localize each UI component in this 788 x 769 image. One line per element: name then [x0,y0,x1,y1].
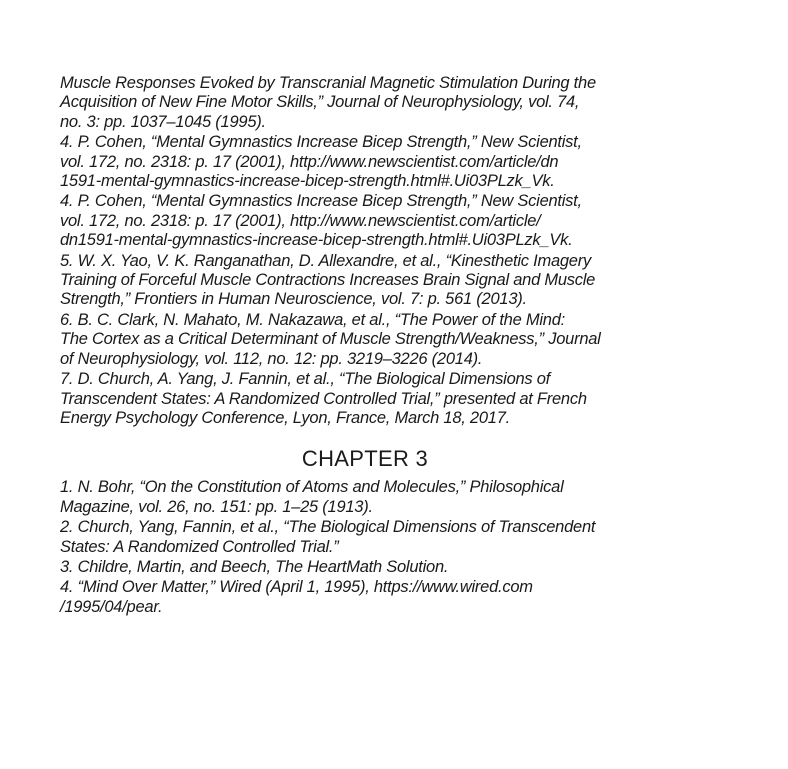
reference-line: 4. “Mind Over Matter,” Wired (April 1, 1995), https://www.wired.com [60,578,533,597]
reference-line: 4. P. Cohen, “Mental Gymnastics Increase Bicep Strength,” New Scientist, [60,133,582,152]
reference-line: of Neurophysiology, vol. 112, no. 12: pp. 3219–3226 (2014). [60,349,483,368]
notes-page [60,74,670,617]
reference-line: dn1591-mental-gymnastics-increase-bicep-strength.html#.Ui03PLzk_Vk. [60,231,573,250]
reference-line: vol. 172, no. 2318: p. 17 (2001), http://www.newscientist.com/article/dn [60,152,559,171]
reference-line: States: A Randomized Controlled Trial.” [60,537,339,556]
reference-line: 1591-mental-gymnastics-increase-bicep-strength.html#.Ui03PLzk_Vk. [60,172,555,191]
reference-line: 4. P. Cohen, “Mental Gymnastics Increase Bicep Strength,” New Scientist, [60,192,582,211]
reference-line: 5. W. X. Yao, V. K. Ranganathan, D. Allexandre, et al., “Kinesthetic Imagery [60,251,591,270]
reference-entry [60,578,670,617]
reference-line: no. 3: pp. 1037–1045 (1995). [60,112,266,131]
reference-line: Magazine, vol. 26, no. 151: pp. 1–25 (1913). [60,497,373,516]
reference-line: Strength,” Frontiers in Human Neuroscience, vol. 7: p. 561 (2013). [60,290,527,309]
reference-entry [60,311,670,369]
reference-entry [60,133,670,191]
reference-line: 6. B. C. Clark, N. Mahato, M. Nakazawa, et al., “The Power of the Mind: [60,310,565,329]
reference-line: 1. N. Bohr, “On the Constitution of Atoms and Molecules,” Philosophical [60,478,564,497]
reference-continuation [60,74,670,132]
reference-line: 7. D. Church, A. Yang, J. Fannin, et al., “The Biological Dimensions of [60,370,551,389]
reference-entry [60,478,670,517]
reference-entry [60,370,670,428]
reference-entry [60,192,670,250]
reference-line: 2. Church, Yang, Fannin, et al., “The Biological Dimensions of Transcendent [60,518,596,537]
reference-entry [60,558,670,577]
reference-line: Transcendent States: A Randomized Controlled Trial,” presented at French [60,389,587,408]
reference-line: Training of Forceful Muscle Contractions Increases Brain Signal and Muscle [60,271,596,290]
reference-line: 3. Childre, Martin, and Beech, The HeartMath Solution. [60,557,449,576]
reference-line: vol. 172, no. 2318: p. 17 (2001), http://www.newscientist.com/article/ [60,211,541,230]
reference-line: /1995/04/pear. [60,597,163,616]
reference-entry [60,518,670,557]
reference-line: Muscle Responses Evoked by Transcranial Magnetic Stimulation During the [60,74,596,92]
reference-line: Energy Psychology Conference, Lyon, France, March 18, 2017. [60,408,510,427]
chapter-heading: CHAPTER 3 [301,446,429,472]
reference-line: Acquisition of New Fine Motor Skills,” Journal of Neurophysiology, vol. 74, [60,93,580,112]
reference-entry [60,252,670,310]
reference-line: The Cortex as a Critical Determinant of Muscle Strength/Weakness,” Journal [60,330,601,349]
